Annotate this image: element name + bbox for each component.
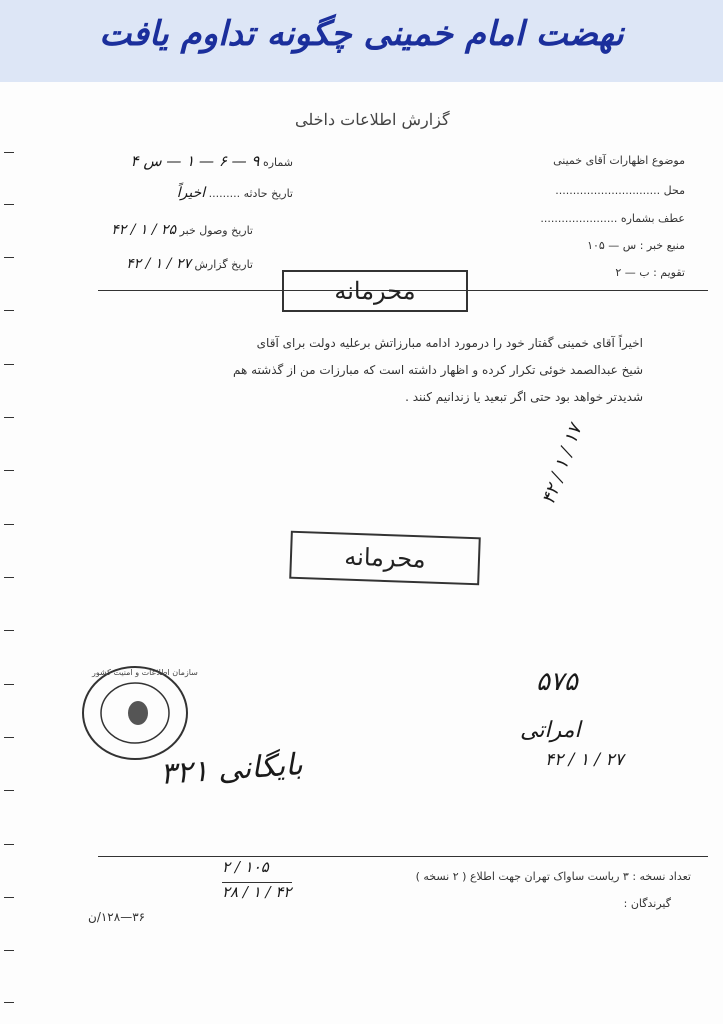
confidential-stamp-bottom: محرمانه (289, 531, 481, 586)
body-line-3: شدیدتر خواهد بود حتی اگر تبعید یا زندانیم کنند . (405, 390, 643, 404)
field-evaluation: تقویم : ب — ۲ (615, 266, 685, 279)
field-incident-date: تاریخ حادثه ......... اخیراً (176, 185, 293, 201)
margin-note: ۱۷ / ۱ / ۴۲ (538, 421, 587, 508)
report-heading: گزارش اطلاعات داخلی (295, 110, 450, 129)
banner-title: نهضت امام خمینی چگونه تداوم یافت (99, 14, 624, 54)
footer-hand-note-2: ۴۲ / ۱ / ۲۸ (222, 883, 292, 901)
body-line-2: شیخ عبدالصمد خوئی تکرار کرده و اظهار داشته است که مبارزات من از گذشته هم (233, 363, 643, 377)
handwritten-date: ۲۷ / ۱ / ۴۲ (545, 750, 624, 770)
footer-hand-note-1: ۱۰۵ / ۲ (222, 858, 269, 876)
handwritten-archive-note: بایگانی ۳۲۱ (158, 747, 304, 792)
field-reference: عطف بشماره ...................... (540, 212, 685, 225)
confidential-stamp-top: محرمانه (282, 270, 468, 312)
body-line-1: اخیراً آقای خمینی گفتار خود را درمورد ادامه مبارزاتش برعلیه دولت برای آقای (256, 336, 643, 350)
handwritten-number: ۵۷۵ (536, 667, 578, 697)
copies-line: تعداد نسخه : ۳ ریاست ساواک تهران جهت اطلاع ( ۲ نسخه ) (415, 870, 691, 883)
field-number: شماره ۹ — ۶ — ۱ — س ۴ (130, 152, 293, 170)
seal-text: سازمان اطلاعات و امنیت کشور (92, 668, 198, 677)
form-number: ۳۶—۱۲۸/ن (88, 910, 146, 924)
field-location: محل .............................. (555, 184, 685, 197)
handwritten-signature: امراتی (520, 718, 581, 743)
footer-rule (98, 856, 708, 857)
title-banner (0, 0, 723, 82)
recipients-line: گیرندگان : (623, 897, 671, 910)
field-receipt-date: تاریخ وصول خبر ۲۵ / ۱ / ۴۲ (111, 222, 253, 238)
field-source: منبع خبر : س — ۱۰۵ (587, 239, 685, 252)
document-page (0, 82, 723, 1024)
field-report-date: تاریخ گزارش ۲۷ / ۱ / ۴۲ (126, 256, 253, 272)
seal-stamp-icon (80, 664, 190, 762)
field-subject: موضوع اظهارات آقای خمینی (553, 154, 685, 167)
